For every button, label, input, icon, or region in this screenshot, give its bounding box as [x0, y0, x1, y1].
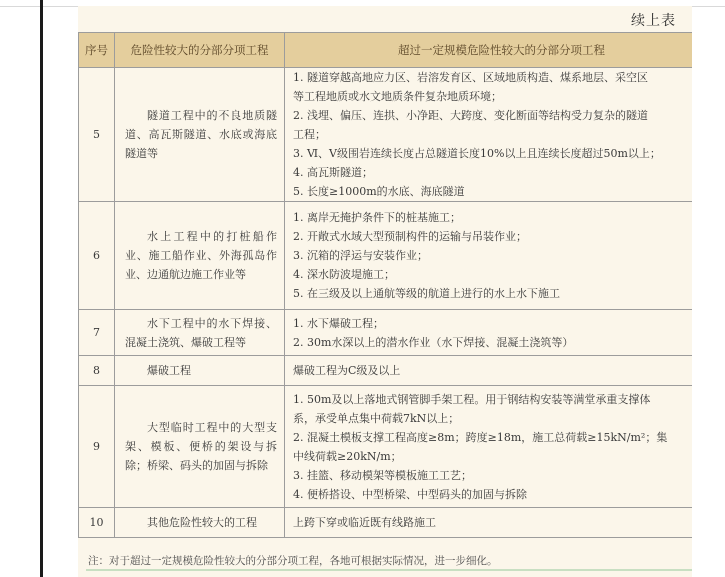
table-row — [79, 310, 693, 356]
criteria-line: 1. 水下爆破工程； — [293, 316, 384, 330]
criteria-line: 5. 长度≥1000m的水底、海底隧道 — [293, 185, 465, 198]
criteria-line: 4. 深水防波堤施工； — [293, 268, 395, 281]
row-category: 爆破工程 — [115, 356, 285, 386]
table-row — [79, 508, 693, 538]
table-row — [79, 202, 693, 310]
row-number: 6 — [79, 202, 115, 310]
row-criteria — [285, 356, 693, 386]
row-criteria — [285, 202, 693, 310]
row-category: 隧道工程中的不良地质隧道、高瓦斯隧道、水底或海底隧道等 — [115, 68, 285, 202]
row-category: 大型临时工程中的大型支架、模板、便桥的架设与拆除；桥梁、码头的加固与拆除 — [115, 386, 285, 508]
criteria-line: 2. 30m水深以上的潜水作业（水下焊接、混凝土浇筑等） — [293, 335, 574, 349]
row-category: 水下工程中的水下焊接、混凝土浇筑、爆破工程等 — [115, 310, 285, 356]
header-no: 序号 — [79, 33, 115, 68]
criteria-line: 4. 便桥搭设、中型桥梁、中型码头的加固与拆除 — [293, 487, 527, 501]
criteria-line: 4. 高瓦斯隧道； — [293, 166, 373, 179]
row-criteria — [285, 310, 693, 356]
criteria-line: 系，承受单点集中荷载7kN以上； — [293, 411, 460, 425]
row-criteria — [285, 386, 693, 508]
criteria-line: 5. 在三级及以上通航等级的航道上进行的水上水下施工 — [293, 287, 560, 300]
header-category: 危险性较大的分部分项工程 — [115, 33, 285, 68]
criteria-line: 3. 挂篮、移动模架等模板施工工艺； — [293, 468, 472, 482]
criteria-line: 上跨下穿或临近既有线路施工 — [293, 516, 436, 529]
footer-rule — [86, 569, 692, 571]
row-number: 5 — [79, 68, 115, 202]
header-criteria: 超过一定规模危险性较大的分部分项工程 — [285, 33, 693, 68]
row-criteria — [285, 508, 693, 538]
criteria-line: 爆破工程为C级及以上 — [293, 364, 401, 377]
page-left-border — [40, 0, 43, 577]
row-number: 8 — [79, 356, 115, 386]
criteria-line: 中线荷载≥20kN/m； — [293, 449, 402, 463]
row-number: 7 — [79, 310, 115, 356]
table-row — [79, 356, 693, 386]
table-header-row — [79, 33, 693, 68]
criteria-line: 3. 沉箱的浮运与安装作业； — [293, 249, 428, 262]
continued-label: 续上表 — [631, 13, 676, 29]
table-row — [79, 386, 693, 508]
criteria-line: 等工程地质或水文地质条件复杂地质环境； — [293, 90, 502, 103]
row-criteria — [285, 68, 693, 202]
row-number: 9 — [79, 386, 115, 508]
hazard-table — [78, 32, 692, 538]
criteria-line: 1. 隧道穿越高地应力区、岩溶发育区、区域地质构造、煤系地层、采空区 — [293, 71, 648, 84]
criteria-line: 3. Ⅵ、Ⅴ级围岩连续长度占总隧道长度10%以上且连续长度超过50m以上； — [293, 147, 661, 160]
criteria-line: 2. 开敞式水域大型预制构件的运输与吊装作业； — [293, 230, 527, 243]
table-row — [79, 68, 693, 202]
criteria-line: 2. 混凝土模板支撑工程高度≥8m；跨度≥18m，施工总荷载≥15kN/m²；集 — [293, 430, 668, 444]
table-footnote: 注：对于超过一定规模危险性较大的分部分项工程，各地可根据实际情况，进一步细化。 — [88, 555, 498, 567]
criteria-line: 1. 50m及以上落地式钢管脚手架工程。用于钢结构安装等满堂承重支撑体 — [293, 392, 651, 406]
row-category: 水上工程中的打桩船作业、施工船作业、外海孤岛作业、边通航边施工作业等 — [115, 202, 285, 310]
row-number: 10 — [79, 508, 115, 538]
scanned-page — [78, 6, 692, 577]
row-category: 其他危险性较大的工程 — [115, 508, 285, 538]
criteria-line: 工程； — [293, 128, 326, 141]
criteria-line: 1. 离岸无掩护条件下的桩基施工； — [293, 211, 461, 224]
criteria-line: 2. 浅埋、偏压、连拱、小净距、大跨度、变化断面等结构受力复杂的隧道 — [293, 109, 648, 122]
